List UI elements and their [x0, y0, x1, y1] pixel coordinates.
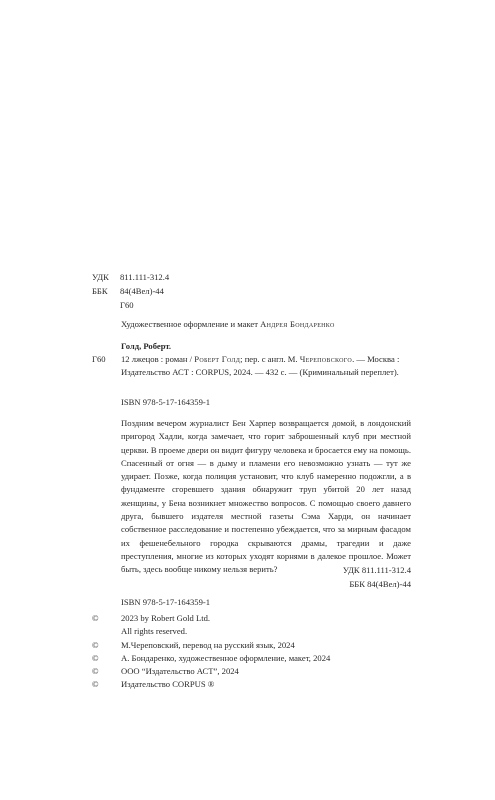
copyright-symbol — [92, 625, 121, 638]
isbn-top: ISBN 978-5-17-164359-1 — [121, 397, 211, 407]
copyright-line — [92, 678, 330, 691]
classification-codes — [92, 270, 169, 312]
copyright-block — [92, 612, 330, 692]
bibliographic-description — [121, 353, 406, 379]
bbk-row — [92, 284, 169, 298]
description-title: 12 лжецов : роман / — [121, 354, 193, 364]
copyright-symbol: © — [92, 652, 99, 663]
copyright-line — [92, 612, 330, 625]
copyright-symbol: © — [92, 666, 99, 677]
classification-codes-right — [343, 563, 411, 591]
copyright-text: А. Бондаренко, художественное оформление, макет, 2024 — [121, 652, 331, 663]
design-credit — [121, 318, 335, 330]
copyright-symbol: © — [92, 679, 99, 690]
author-sign-row — [92, 298, 169, 312]
udk-value: 811.111-312.4 — [120, 272, 170, 282]
design-credit-name: Андрея Бондаренко — [260, 319, 335, 329]
description-sign: Г60 — [92, 354, 106, 364]
udk-row — [92, 270, 169, 284]
bbk-label: ББК — [92, 286, 108, 296]
annotation-text: Поздним вечером журналист Бен Харпер возвращается домой, в лондонский пригород Хадли, когда замечает, что горит заброшенный клуб при местной церкви. В проеме двери он видит фигуру человека и бросается ему на помощь. Спасенный от огня — в дыму и пламени его невозможно узнать — тут же удирает. Позже, когда полиция установит, что клуб намеренно подожгли, а в фундаменте сгоревшего здания обнаружит труп убитой 20 лет назад женщины, у Бена возникнет множество вопросов. С помощью своего давнего друга, бывшего издателя местной газеты Сэма Харди, он начинает собственное расследование и постепенно убеждается, что за мирным фасадом их фешенебельного городка скрываются драмы, трагедии и даже преступления, многие из которых уходят корнями в далекое прошлое. Может быть, здесь вообще никому нельзя верить? — [121, 418, 411, 575]
copyright-line — [92, 625, 330, 638]
copyright-line — [92, 665, 330, 678]
annotation — [121, 417, 411, 577]
bbk-value: 84(4Вел)-44 — [120, 286, 164, 296]
udk-right: УДК 811.111-312.4 — [342, 565, 411, 575]
copyright-text: All rights reserved. — [121, 626, 188, 637]
description-translator: Череповского — [299, 354, 353, 364]
copyright-line — [92, 639, 330, 652]
design-credit-prefix: Художественное оформление и макет — [121, 319, 258, 329]
copyright-symbol: © — [92, 639, 99, 650]
copyright-text: 2023 by Robert Gold Ltd. — [121, 613, 211, 623]
author-sign-top: Г60 — [120, 300, 134, 310]
copyright-text: М.Череповский, перевод на русский язык, 2024 — [121, 639, 295, 650]
udk-label: УДК — [92, 272, 109, 282]
description-rest: . — Москва : Издательство АСТ : CORPUS, 2024. — 432 с. — (Криминальный переплет). — [121, 354, 400, 377]
description-author: Роберт Голд — [194, 354, 241, 364]
isbn-bottom: ISBN 978-5-17-164359-1 — [121, 597, 211, 607]
copyright-text: Издательство CORPUS ® — [121, 679, 215, 690]
copyright-symbol: © — [92, 613, 99, 623]
description-middle: ; пер. с англ. М. — [240, 354, 298, 364]
copyright-text: ООО “Издательство АСТ”, 2024 — [121, 666, 239, 677]
author-heading: Голд, Роберт. — [121, 341, 172, 351]
copyright-line — [92, 652, 330, 665]
bbk-right: ББК 84(4Вел)-44 — [349, 579, 411, 589]
